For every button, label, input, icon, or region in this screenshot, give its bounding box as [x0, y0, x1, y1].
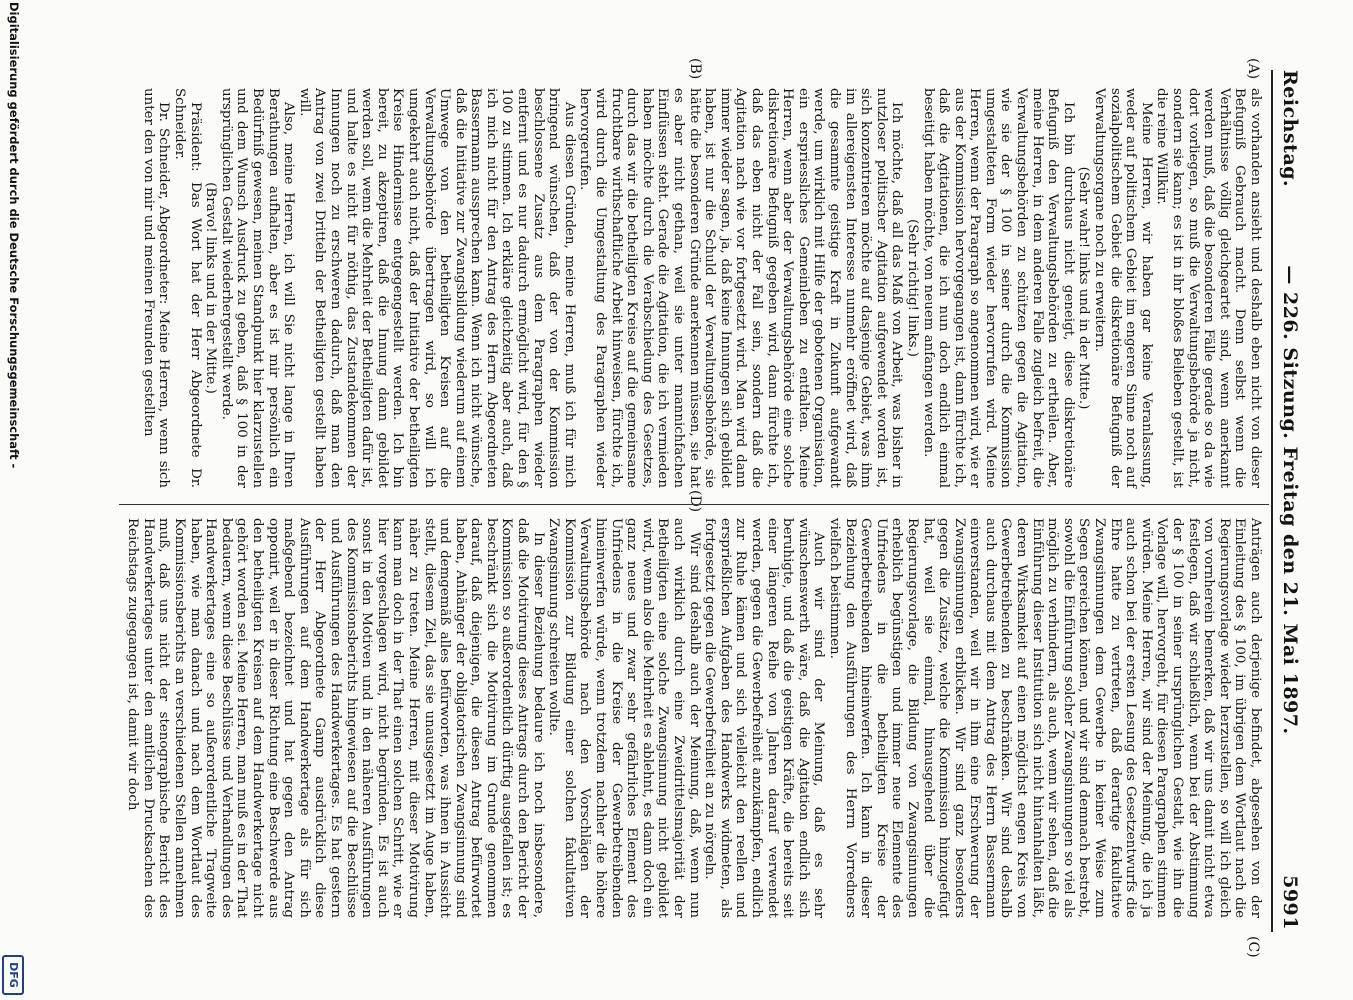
interjection: (Bravo! links und in der Mitte.) — [203, 182, 219, 394]
column-divider — [119, 504, 1269, 505]
speaker-paragraph: Präsident: Das Wort hat der Herr Abgeordnete Dr. Schneider. — [172, 88, 203, 488]
page-header — [1273, 70, 1301, 930]
margin-marker-c: (C) — [1245, 936, 1261, 958]
paragraph: Meine Herren, wir haben gar keine Veranlassung, weder auf politischem Gebiet im engeren Sinne noch auf sozialpolitischem Gebiet die diskretionäre Befugniß der Verwaltungsorgane noch zu erweitern. — [1092, 88, 1154, 488]
paragraph: Also, meine Herren, ich will Sie nicht lange in Ihren Berathungen aufhalten, aber es ist mir persönlich ein Bedürfniß gewesen, meinen Standpunkt hier klarzustellen und dem Wunsch Ausdruck zu geben, daß § 100 in der ursprünglichen Gestalt wiederhergestellt werde. — [218, 88, 297, 488]
margin-marker-a: (A) — [1245, 58, 1261, 80]
dfg-logo: DFG — [2, 955, 24, 995]
page-number: 5991 — [1279, 875, 1301, 930]
margin-marker-b: (B) — [687, 58, 703, 80]
digitization-footer — [1, 0, 25, 1000]
paragraph: Ich bin durchaus nicht geneigt, diese diskretionäre Befugniß den Verwaltungsbehörden zu ertheilen. Aber, meine Herren, in dem anderen Falle zugleich befreit, die Verwaltungsbehörden zu schützen gegen die Agitation, wie sie der § 100 in seiner durch die Kommission umgestalteten Form wieder hervorrufen wird. Meine Herren, wenn der Paragraph so angenommen wird, wie er aus der Kommission hervorgegangen ist, dann fürchte ich, daß die Agitationen, die ich nun doch endlich einmal beseitigt haben möchte, von neuem anfangen werden. — [920, 88, 1076, 488]
footer-credit: Digitalisierung gefördert durch die Deutsche Forschungsgemeinschaft - — [7, 2, 21, 469]
right-column — [125, 518, 1263, 918]
paragraph: Auch wir sind der Meinung, daß es sehr wünschenswerth wäre, daß die Agitation endlich sich beruhigte, und daß die geistigen Kräfte, die bereits seit einer längeren Reihe von Jahren darauf verwendet werden, gegen die Gewerbefreiheit anzukämpfen, endlich zur Ruhe kämen und sich vielleicht den reellen und ersprießlichen Aufgaben des Handwerks widmeten, als fortgesetzt gegen die Gewerbefreiheit an zu nörgeln. — [702, 518, 827, 918]
header-session: — 226. Sitzung. Freitag den 21. Mai 1897. — [1279, 265, 1301, 735]
paragraph: In dieser Beziehung bedaure ich noch insbesondere, daß die Motivirung dieses Antrags durch den Bericht der Kommission so außerordentlich dürftig ausgefallen ist; es beschränkt sich die Motivirung im Grunde genommen darauf, daß diejenigen, die diesen Antrag befürwortet haben, Anhänger der obligatorischen Zwangsinnung sind und demgemäß alles befürworten, was ihnen in Aussicht stellt, diesem Ziel, das sie unausgesetzt im Auge haben, näher zu treten. Meine Herren, mit dieser Motivirung kann man doch in der That einen solchen Schritt, wie er hier vorgeschlagen wird, nicht begründen. Es ist auch sonst in den Motiven und in den näheren Ausführungen des Kommissionsberichts hingewiesen auf die Beschlüsse und Ausführungen des Handwerkertages. Es hat gestern der Herr Abgeordnete Gamp ausdrücklich diese Ausführungen auf dem Handwerkertage als für sich maßgebend bezeichnet und hat gegen den Antrag opponirt, weil er in dieser Richtung eine Beschwerde aus den betheiligten Kreisen auf dem Handwerkertage nicht gehört worden sei. Meine Herren, man muß es in der That bedauern, wenn diese Beschlüsse und Verhandlungen des Handwerkertages eine so außerordentliche Tragweite haben, wie man danach und nach dem Wortlaut des Kommissionsberichts an verschiedenen Stellen annehmen muß, daß uns nicht der stenographische Bericht des Handwerkertages unter den amtlichen Drucksachen des Reichstags zugegangen ist, damit wir doch — [125, 518, 546, 918]
speaker-paragraph: Dr. Schneider, Abgeordneter: Meine Herren, wenn sich unter den von mir und meinen Freunden gestellten — [140, 88, 172, 488]
left-column — [128, 88, 1263, 488]
header-title: Reichstag. — [1279, 70, 1301, 188]
interjection: (Sehr richtig! links.) — [904, 219, 920, 357]
header-rule — [1271, 70, 1273, 932]
interjection: (Sehr wahr! links und in der Mitte.) — [1076, 166, 1092, 410]
paragraph: als vorhanden ansieht und deshalb eben nicht von dieser Befugniß Gebrauch macht. Denn selbst wenn die Verhältnisse völlig gleichgeartet sind, wenn anerkannt werden muß, daß die besonderen Fälle gerade so da wie dort vorliegen, so muß die Verwaltungsbehörde ja nicht, sondern sie kann; es ist in ihr bloßes Belieben gestellt, ist die reine Willkür. — [1154, 88, 1263, 488]
paragraph: Aus diesen Gründen, meine Herren, muß ich für mich bringend wünschen, daß der von der Kommission beschlossene Zusatz aus dem Paragraphen wieder entfernt und es nur dadurch ermöglicht wird, für den § 100 zu stimmen. Ich erkläre gleichzeitig aber auch, daß ich mich nicht für den Antrag des Herrn Abgeordneten Bassermann aussprechen kann. Wenn ich nicht wünsche, daß die Initiative zur Zwangsbildung wiederum auf einem Umwege von den betheiligten Kreisen auf die Verwaltungsbehörde übertragen wird, so will ich umgekehrt auch nicht, daß der Initiative der betheiligten Kreise Hindernisse entgegengestellt werden. Ich bin bereit, zu akzeptiren, daß die Innung dann gebildet werden soll, wenn die Mehrheit der Betheiligten dafür ist, und halte es nicht für nöthig, das Zustandekommen der Innungen noch zu erschweren dadurch, daß man den Antrag von zwei Dritteln der Betheiligten gestellt haben will. — [296, 88, 577, 488]
paragraph: Ich möchte, daß all das Maß von Arbeit, was bisher in nutzloser politischer Agitation aufgewendet worden ist, sich konzentrieren möchte auf dasjenige Gebiet, was ihm im allereigensten Interesse nunmehr eröffnet wird, daß die gesammte geistige Kraft in Zukunft aufgewandt werde, um wirklich mit Hilfe der gebotenen Organisation, ein erspriessliches Gemeinleben zu entfalten. Meine Herren, wenn aber der Verwaltungsbehörde eine solche diskretionäre Befugniß gegeben wird, dann fürchte ich, daß das eben nicht der Fall sein, sondern daß die Agitation nach wie vor fortgesetzt wird. Man wird dann immer wieder sagen, ja, daß keine Innungen sich gebildet haben, ist nur die Schuld der Verwaltungsbehörde, sie hätte die besonderen Gründe anerkennen müssen, sie hat es aber nicht gethan, weil sie unter mannichfachen Einflüssen steht. Gerade die Agitation, die ich vermieden haben möchte durch die Verabschiedung des Gesetzes, durch das wir die betheiligten Kreise auf die gemeinsame fruchtbare wirthschaftliche Arbeit hinweisen, fürchte ich, wird durch die Umgestaltung des Paragraphen wieder hervorgerufen. — [577, 88, 905, 488]
paragraph: Wir sind deshalb auch der Meinung, daß, wenn nun auch wirklich durch eine Zweidrittelsmajorität der Betheiligten eine solche Zwangsinnung nicht gebildet wird, wenn also die Mehrheit es ablehnt, es dann doch ein ganz neues und zwar sehr gefährliches Element des Unfriedens in die Kreise der Gewerbetreibenden hineinwerfen würde, wenn trotzdem nachher die höhere Verwaltungsbehörde nach den Vorschlägen der Kommission zur Bildung einer solchen fakultativen Zwangsinnung schreiten wollte. — [546, 518, 702, 918]
margin-marker-d: (D) — [687, 490, 703, 513]
paragraph: Anträgen auch derjenige befindet, abgesehen von der Einleitung des § 100, im übrigen dem Wortlaut nach die Regierungsvorlage wieder herzustellen, so will ich gleich von vornherein bemerken, daß wir uns damit nicht etwa festlegen, daß wir schließlich, wenn bei der Abstimmung der § 100 in seiner ursprünglichen Gestalt, wie ihn die Vorlage will, hervorgeht, für diesen Paragraphen stimmen würden. Meine Herren, wir sind der Meinung, die ich ja auch schon bei der ersten Lesung des Gesetzentwurfs die Ehre hatte zu vertreten, daß derartige fakultative Zwangsinnungen dem Gewerbe in keiner Weise zum Segen gereichen können, und wir sind demnach bestrebt, sowohl die Einführung solcher Zwangsinnungen so viel als möglich zu verhindern, als auch, wenn wir sehen, daß die Einführung dieser Institution sich nicht hintanhalten läßt, deren Wirksamkeit auf einen möglichst engen Kreis von Gewerbetreibenden zu beschränken. Wir sind deshalb auch durchaus mit dem Antrag des Herrn Bassermann einverstanden, weil wir in ihm eine Erschwerung der Zwangsinnungen erblicken. Wir sind ganz besonders gegen die Zusätze, welche die Kommission hinzugefügt hat, weil sie einmal, hinausgehend über die Regierungsvorlage, die Bildung von Zwangsinnungen erheblich begünstigen und immer neue Elemente des Unfriedens in die betheiligten Kreise der Gewerbetreibenden hineinwerfen. Ich kann in dieser Beziehung den Ausführungen des Herrn Vorredners vielfach beistimmen. — [826, 518, 1263, 918]
